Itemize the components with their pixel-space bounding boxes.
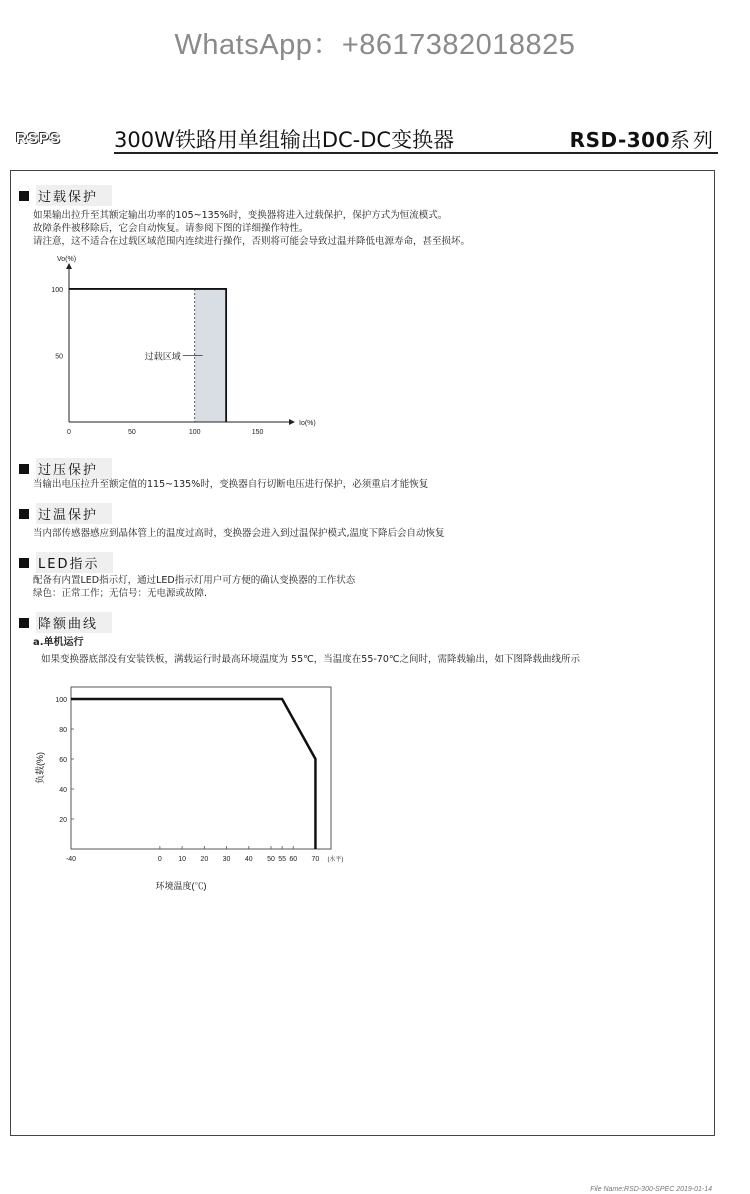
section-title: 过温保护 <box>36 503 112 524</box>
brand-logo: RSPS <box>16 130 61 147</box>
x-axis-label: Io(%) <box>299 420 316 427</box>
derating-subtitle: a.单机运行 <box>33 637 84 648</box>
x-tick-label: 50 <box>267 856 275 863</box>
series-line-load <box>71 699 315 849</box>
section-overvoltage <box>19 458 112 479</box>
x-tick-label: 150 <box>251 429 264 436</box>
overload-line-1: 如果输出拉升至其额定输出功率的105~135%时，变换器将进入过载保护，保护方式为恒流模式。 <box>33 210 448 221</box>
overvoltage-line-1: 当输出电压拉升至额定值的115~135%时，变换器自行切断电压进行保护，必须重启才能恢复 <box>33 479 429 490</box>
x-axis-label: 环境温度(℃) <box>155 881 207 891</box>
x-tick-label: 60 <box>289 856 298 863</box>
x-axis-arrow-icon <box>289 419 295 425</box>
section-title: 过载保护 <box>36 185 112 206</box>
series-label <box>570 124 716 153</box>
y-tick-label: 60 <box>59 757 67 764</box>
x-tick-label: 40 <box>244 856 253 863</box>
overload-line-3: 请注意，这不适合在过载区域范围内连续进行操作，否则将可能会导致过温并降低电源寿命，甚至损坏。 <box>33 236 471 247</box>
section-overtemp <box>19 503 112 524</box>
footer-filename: File Name:RSD-300-SPEC 2019-01-14 <box>590 1186 712 1193</box>
y-axis-label: Vo(%) <box>57 256 77 263</box>
overload-region-label: 过载区域 <box>144 351 181 362</box>
y-tick-label: 50 <box>55 353 63 361</box>
x-unit-note: (水平) <box>327 857 344 863</box>
x-tick-label: -40 <box>65 856 77 863</box>
led-line-1: 配备有内置LED指示灯，通过LED指示灯用户可方便的确认变换器的工作状态 <box>33 575 356 586</box>
section-marker-icon <box>19 464 29 474</box>
whatsapp-watermark: WhatsApp：+8617382018825 <box>174 29 576 61</box>
x-tick-label: 70 <box>311 856 320 863</box>
section-title: 降额曲线 <box>36 612 112 633</box>
series-model: RSD-300 <box>569 128 670 152</box>
x-tick-label: 100 <box>188 429 201 436</box>
y-axis-label: 负载(%) <box>35 752 45 784</box>
x-tick-label: 0 <box>157 856 162 863</box>
section-marker-icon <box>19 618 29 628</box>
y-tick-label: 80 <box>59 727 67 734</box>
x-tick-label: 30 <box>222 856 231 863</box>
section-overload <box>19 185 112 206</box>
derating-chart <box>21 679 344 894</box>
section-marker-icon <box>19 558 29 568</box>
overload-chart <box>29 257 319 437</box>
section-led <box>19 552 113 573</box>
led-line-2: 绿色：正常工作；无信号：无电源或故障. <box>33 588 208 599</box>
header-rule <box>114 152 718 154</box>
y-tick-label: 100 <box>51 286 63 294</box>
overload-line-2: 故障条件被移除后，它会自动恢复。请参阅下图的详细操作特性。 <box>33 223 309 234</box>
x-tick-label: 55 <box>278 856 287 863</box>
derating-line-1: 如果变换器底部没有安装铁板，满载运行时最高环境温度为 55℃，当温度在55-70℃之间时，需降载输出，如下图降载曲线所示 <box>41 654 581 665</box>
overtemp-line-1: 当内部传感器感应到晶体管上的温度过高时，变换器会进入到过温保护模式,温度下降后会自动恢复 <box>33 528 445 539</box>
section-title: LED指示 <box>36 552 113 573</box>
y-axis-arrow-icon <box>66 263 72 269</box>
y-tick-label: 20 <box>59 817 67 824</box>
section-derating <box>19 612 112 633</box>
x-tick-label: 20 <box>200 856 209 863</box>
x-tick-label: 10 <box>178 856 187 863</box>
y-tick-label: 40 <box>59 787 67 794</box>
section-marker-icon <box>19 509 29 519</box>
series-suffix: 系列 <box>670 128 716 152</box>
y-tick-label: 100 <box>55 697 67 704</box>
x-tick-label: 0 <box>67 429 71 436</box>
section-title: 过压保护 <box>36 458 112 479</box>
document-header <box>10 124 718 154</box>
section-marker-icon <box>19 191 29 201</box>
plot-frame <box>71 687 331 849</box>
page-title: 300W铁路用单组输出DC-DC变换器 <box>114 128 455 152</box>
x-tick-label: 50 <box>127 429 136 436</box>
content-frame <box>10 170 715 1136</box>
